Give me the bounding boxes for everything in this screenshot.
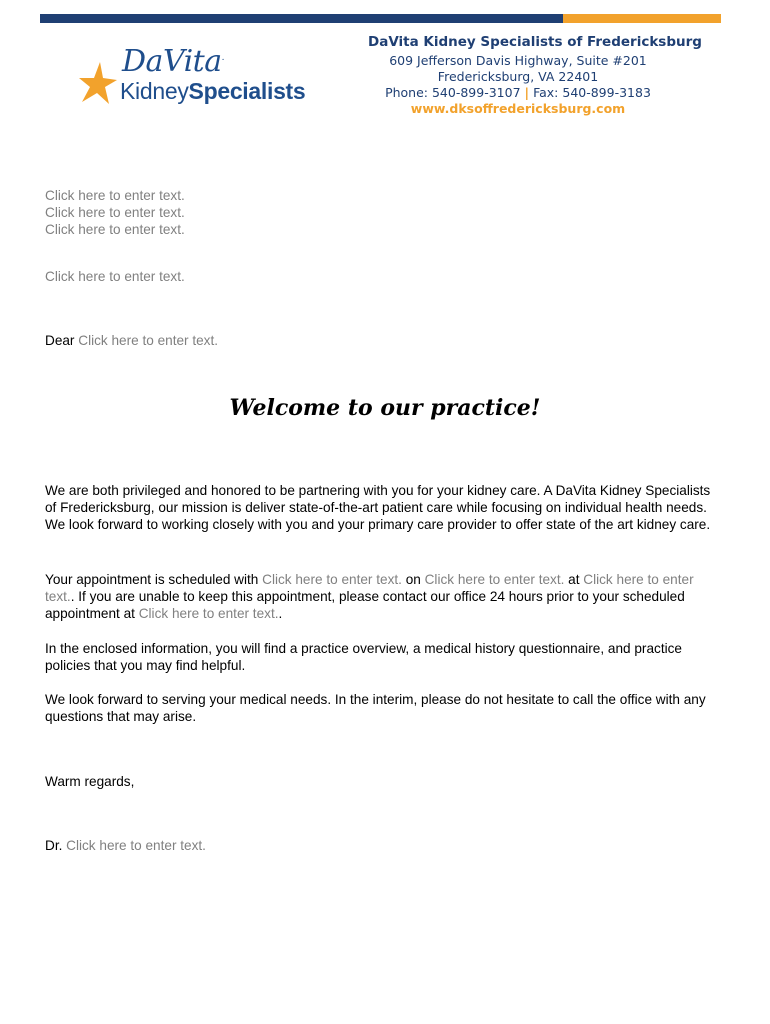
- paragraph-intro: We are both privileged and honored to be partnering with you for your kidney care. A DaVita Kidney Specialists of Fredericksburg, our mission is deliver state-of-the-art patient care while focusing on individual health needs. We look forward to working closely with you and your primary care provider to offer state of the art kidney care.: [45, 483, 711, 532]
- provider-field[interactable]: Click here to enter text.: [262, 572, 402, 587]
- signature-prefix: Dr.: [45, 838, 63, 853]
- paragraph-enclosed-info: In the enclosed information, you will find a practice overview, a medical history questionnaire, and practice policies that you may find helpful.: [45, 641, 682, 673]
- closing: Warm regards,: [45, 774, 135, 789]
- appointment-text-5: .: [278, 606, 283, 621]
- signature: [45, 837, 206, 854]
- letter-title: Welcome to our practice!: [229, 395, 541, 421]
- phone-number: Phone: 540-899-3107: [385, 85, 521, 100]
- address-field-3[interactable]: Click here to enter text.: [45, 222, 185, 237]
- address-line-1: 609 Jefferson Davis Highway, Suite #201: [389, 53, 647, 68]
- star-icon: [78, 60, 118, 106]
- address-field-1[interactable]: Click here to enter text.: [45, 188, 185, 203]
- fax-number: Fax: 540-899-3183: [533, 85, 651, 100]
- appointment-location-field[interactable]: Click here to enter text.: [138, 606, 279, 621]
- paragraph-appointment: [45, 571, 725, 622]
- appointment-text-4: . If you are unable to keep this appointment, please contact our office 24 hours prior to your scheduled appointment at: [45, 589, 685, 621]
- website-link[interactable]: www.dksoffredericksburg.com: [410, 101, 626, 116]
- appointment-text-1: Your appointment is scheduled with: [45, 572, 263, 587]
- header-bar-orange: [563, 14, 721, 23]
- salutation-name-field[interactable]: Click here to enter text.: [78, 333, 219, 348]
- davita-logo: [78, 44, 318, 114]
- recipient-address: [45, 187, 185, 238]
- phone-fax-separator: |: [524, 85, 530, 100]
- salutation: [45, 332, 218, 349]
- address-line-2: Fredericksburg, VA 22401: [437, 69, 599, 84]
- practice-name: DaVita Kidney Specialists of Fredericksburg: [368, 34, 702, 50]
- date-field[interactable]: Click here to enter text.: [45, 269, 185, 284]
- signature-name-field[interactable]: Click here to enter text.: [66, 838, 206, 853]
- appointment-text-3: at: [564, 572, 584, 587]
- phone-fax-line: [368, 85, 668, 101]
- date-appointment-field[interactable]: Click here to enter text.: [424, 572, 565, 587]
- address-field-2[interactable]: Click here to enter text.: [45, 205, 185, 220]
- header-bar-navy: [40, 14, 563, 23]
- logo-brand: DaVita.: [122, 44, 224, 79]
- paragraph-closing-note: We look forward to serving your medical needs. In the interim, please do not hesitate to call the office with any questions that may arise.: [45, 692, 706, 724]
- appointment-text-2: on: [401, 572, 425, 587]
- logo-subtitle: KidneySpecialists: [120, 78, 306, 104]
- time-appointment-field[interactable]: Click here to enter text.: [45, 572, 694, 604]
- practice-contact-block: [368, 34, 702, 117]
- salutation-text: Dear: [45, 333, 75, 348]
- header-color-bar: [40, 14, 721, 23]
